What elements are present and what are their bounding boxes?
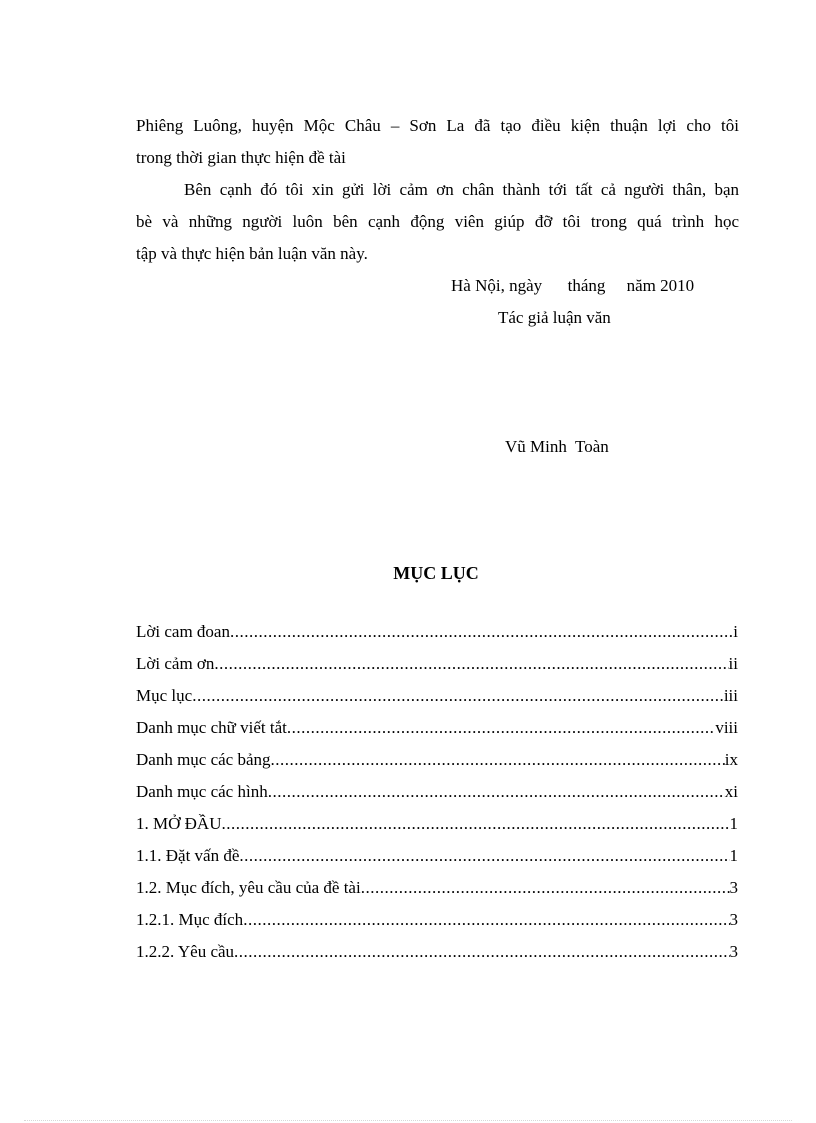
toc-entry-page: viii: [715, 718, 738, 737]
signature-date: Hà Nội, ngày tháng năm 2010: [451, 276, 695, 295]
toc-entry-page: ix: [724, 750, 738, 769]
toc-entry-label: 1.2.1. Mục đích: [136, 910, 244, 929]
toc-entry-label: Danh mục chữ viết tắt: [136, 718, 287, 737]
toc-entry-label: Mục lục: [136, 686, 193, 705]
toc-leader-dots: [234, 942, 729, 962]
toc-entry-label: Lời cảm ơn: [136, 654, 215, 673]
toc-entry[interactable]: [136, 846, 738, 866]
toc-entry-label: 1.2. Mục đích, yêu cầu của đề tài: [136, 878, 361, 897]
toc-entry-page: 3: [729, 910, 738, 929]
toc-entry-label: 1.1. Đặt vấn đề: [136, 846, 240, 865]
toc-entry-label: Danh mục các hình: [136, 782, 268, 801]
toc-entry-page: xi: [724, 782, 738, 801]
signature-role: Tác giả luận văn: [498, 308, 611, 327]
toc-entry[interactable]: [136, 814, 738, 834]
toc-leader-dots: [230, 622, 733, 642]
toc-entry-label: Danh mục các bảng: [136, 750, 271, 769]
toc-entry-label: 1. MỞ ĐẦU: [136, 814, 222, 833]
toc-leader-dots: [214, 654, 728, 674]
toc-entry-page: 3: [729, 942, 738, 961]
toc-entry-page: 1: [729, 846, 738, 865]
ack-line-2: trong thời gian thực hiện đề tài: [136, 148, 346, 167]
toc-entry[interactable]: [136, 718, 738, 738]
toc-entry-page: ii: [728, 654, 738, 673]
toc-entry[interactable]: [136, 622, 738, 642]
ack-line-5: tập và thực hiện bản luận văn này.: [136, 244, 368, 263]
toc-leader-dots: [268, 782, 725, 802]
toc-entry[interactable]: [136, 878, 738, 898]
toc-leader-dots: [221, 814, 729, 834]
toc-leader-dots: [239, 846, 729, 866]
toc-entry-label: 1.2.2. Yêu cầu: [136, 942, 235, 961]
toc-entry[interactable]: [136, 782, 738, 802]
toc-entry[interactable]: [136, 942, 738, 962]
toc-entry[interactable]: [136, 654, 738, 674]
toc-entry-page: 1: [729, 814, 738, 833]
toc-entry-page: iii: [723, 686, 738, 705]
page-bottom-divider: [24, 1120, 792, 1121]
toc-entry-label: Lời cam đoan: [136, 622, 230, 641]
toc-leader-dots: [287, 718, 715, 738]
toc-entry[interactable]: [136, 686, 738, 706]
toc-leader-dots: [243, 910, 729, 930]
toc-entry[interactable]: [136, 910, 738, 930]
toc-title: MỤC LỤC: [393, 563, 479, 583]
toc-entry-page: i: [733, 622, 738, 641]
toc-entry-page: 3: [729, 878, 738, 897]
toc-leader-dots: [361, 878, 730, 898]
ack-line-3: Bên cạnh đó tôi xin gửi lời cảm ơn chân thành tới tất cả người thân, bạn: [184, 180, 739, 199]
toc-leader-dots: [271, 750, 725, 770]
ack-line-4: bè và những người luôn bên cạnh động viên giúp đỡ tôi trong quá trình học: [136, 212, 739, 231]
signature-name: Vũ Minh Toàn: [505, 437, 609, 456]
ack-line-1: Phiêng Luông, huyện Mộc Châu – Sơn La đã tạo điều kiện thuận lợi cho tôi: [136, 116, 739, 135]
toc-entry[interactable]: [136, 750, 738, 770]
toc-leader-dots: [192, 686, 724, 706]
